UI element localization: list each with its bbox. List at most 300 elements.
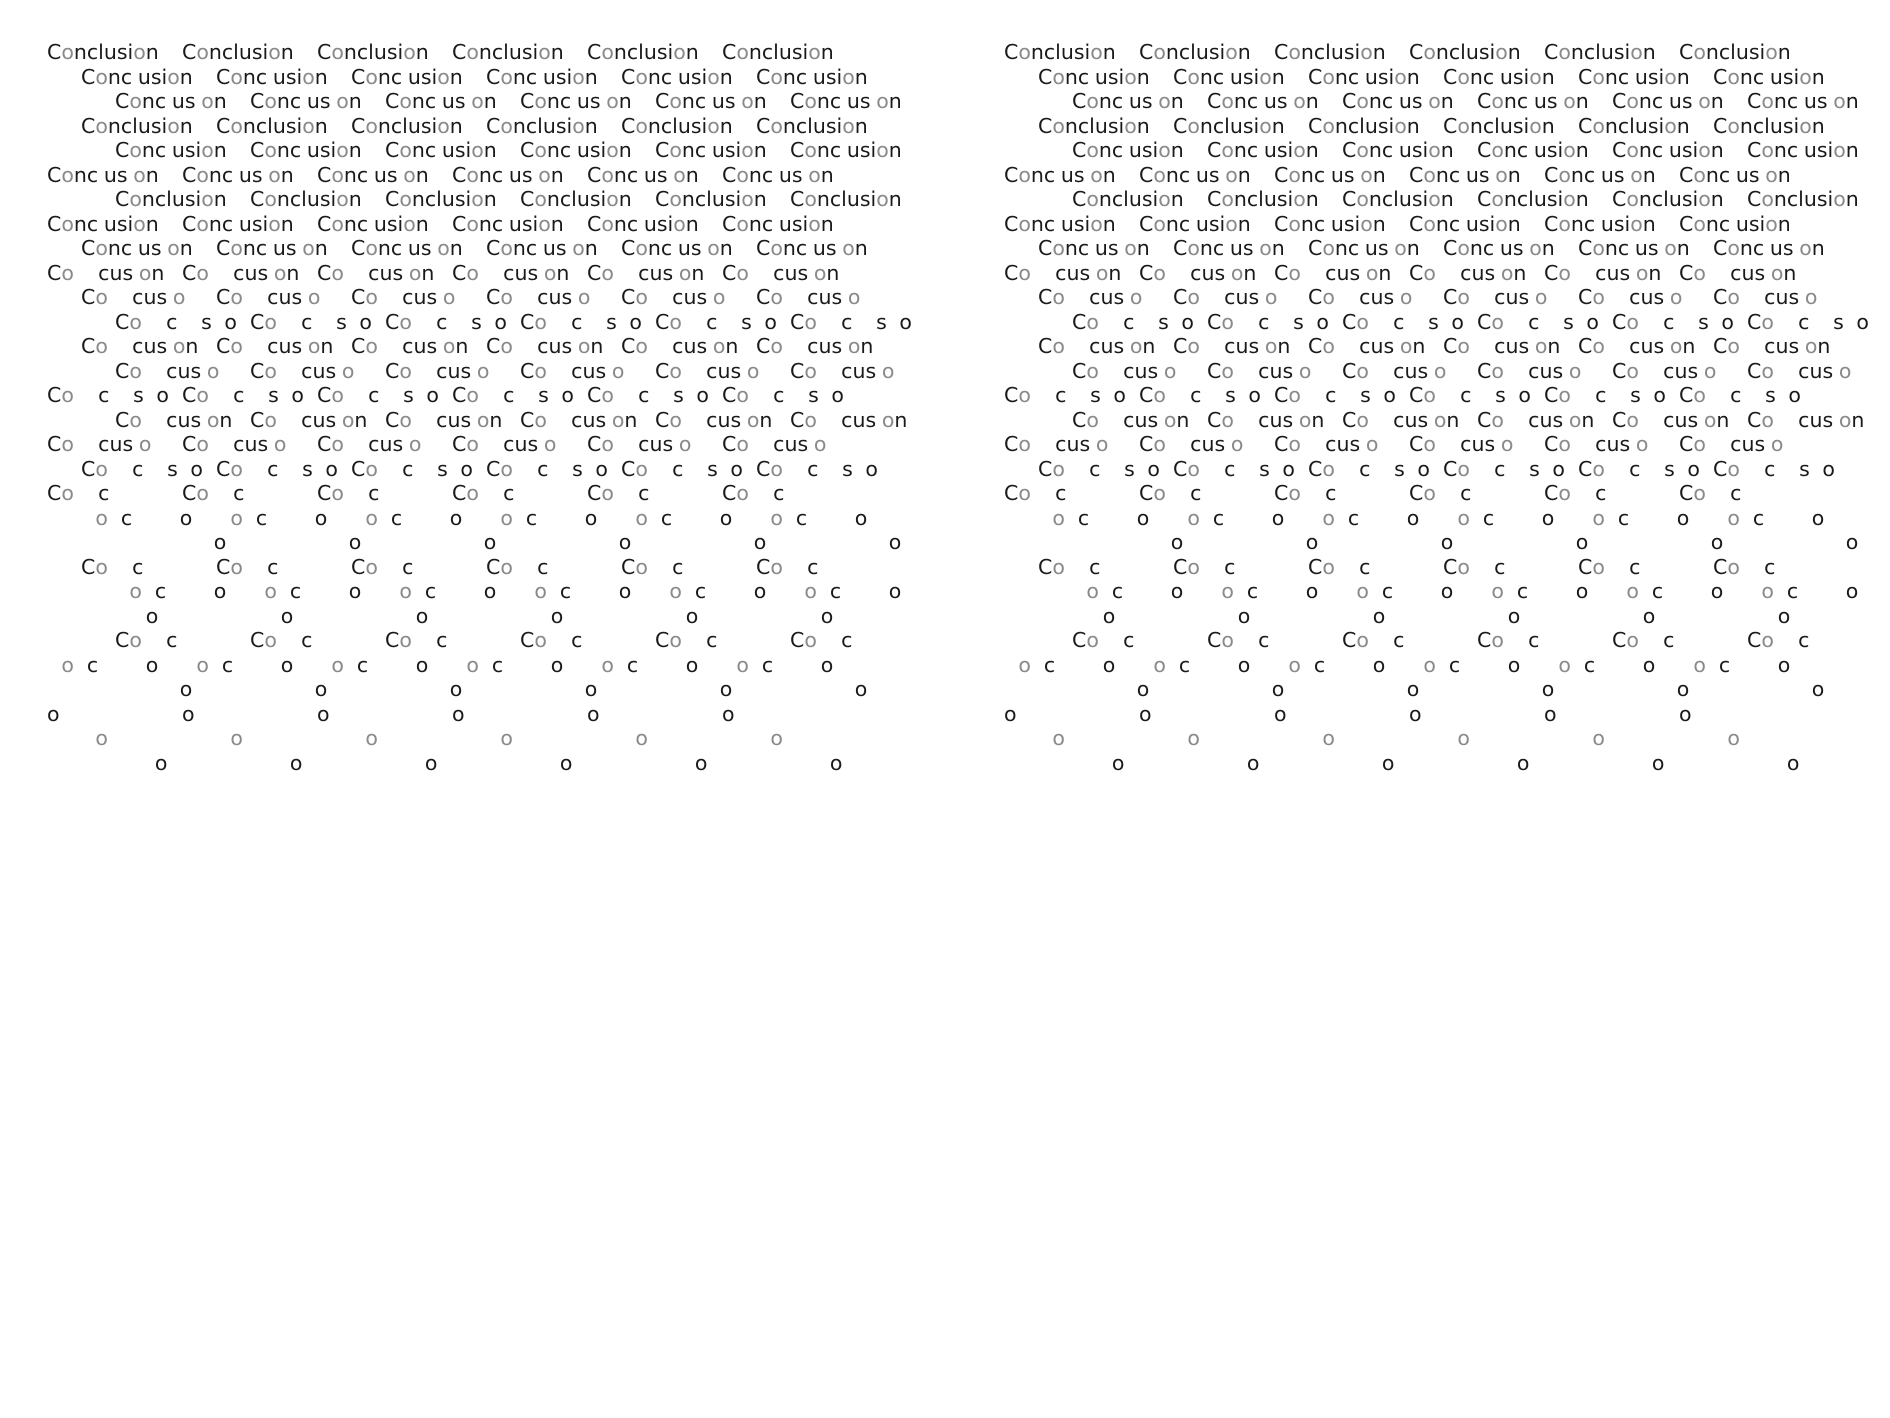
- pattern-letter: [489, 628, 502, 652]
- pattern-letter: [520, 702, 531, 726]
- pattern-letter: o: [95, 113, 108, 138]
- pattern-letter: [1139, 604, 1153, 628]
- pattern-letter: [139, 481, 152, 505]
- pattern-letter: o: [635, 554, 648, 579]
- pattern-letter: o: [1086, 187, 1099, 211]
- pattern-letter: o: [336, 187, 349, 211]
- pattern-letter: [151, 432, 164, 456]
- pattern-letter: n: [107, 113, 121, 138]
- pattern-letter: n: [1739, 64, 1753, 89]
- pattern-letter: o: [1086, 138, 1099, 162]
- pattern-letter: n: [208, 162, 222, 187]
- pattern-letter: n: [1064, 113, 1078, 138]
- pattern-letter: [1029, 702, 1042, 726]
- pattern-letter: l: [773, 40, 779, 64]
- pattern-letter: [1124, 506, 1137, 530]
- pattern-letter: o: [213, 579, 227, 603]
- pattern-letter: c: [537, 456, 549, 481]
- pattern-letter: [315, 726, 328, 750]
- pattern-letter: [425, 628, 436, 652]
- pattern-word: [317, 163, 429, 187]
- pattern-letter: i: [802, 40, 809, 64]
- pattern-letter: s: [1478, 40, 1490, 64]
- pattern-letter: l: [638, 40, 644, 64]
- pattern-letter: [379, 481, 392, 505]
- pattern-letter: [1783, 481, 1796, 505]
- pattern-letter: o: [1575, 579, 1589, 603]
- pattern-letter: o: [1264, 285, 1278, 309]
- pattern-letter: [1369, 359, 1382, 383]
- pattern-word: [1173, 285, 1290, 309]
- pattern-letter: [1134, 310, 1147, 334]
- pattern-letter: [81, 677, 95, 701]
- pattern-letter: C: [655, 89, 670, 113]
- pattern-letter: c: [1212, 236, 1225, 260]
- pattern-letter: [817, 408, 830, 432]
- pattern-letter: o: [534, 628, 547, 652]
- pattern-letter: [756, 506, 770, 530]
- pattern-letter: [414, 702, 427, 726]
- pattern-letter: [185, 579, 196, 603]
- pattern-letter: c: [537, 285, 549, 309]
- pattern-letter: c: [1258, 628, 1270, 652]
- pattern-letter: [1166, 432, 1179, 456]
- pattern-letter: c: [120, 64, 133, 89]
- pattern-letter: [514, 481, 527, 505]
- pattern-letter: o: [1676, 677, 1690, 701]
- pattern-letter: c: [1663, 407, 1675, 432]
- pattern-letter: [1719, 383, 1730, 407]
- pattern-letter: l: [1325, 40, 1331, 64]
- pattern-letter: [1787, 359, 1798, 383]
- pattern-letter: [1221, 530, 1234, 554]
- pattern-letter: C: [81, 113, 96, 138]
- pattern-letter: c: [1325, 481, 1337, 505]
- pattern-letter: o: [595, 456, 608, 481]
- pattern-letter: c: [1583, 211, 1596, 236]
- pattern-letter: [861, 751, 872, 775]
- pattern-letter: [1200, 726, 1213, 750]
- pattern-letter: [243, 457, 256, 481]
- pattern-word: [1308, 677, 1419, 701]
- pattern-word: [1713, 65, 1825, 89]
- pattern-letter: s: [156, 334, 168, 358]
- pattern-letter: [587, 653, 601, 677]
- pattern-letter: c: [1663, 358, 1675, 383]
- pattern-letter: [1365, 726, 1378, 750]
- pattern-letter: [320, 530, 331, 554]
- pattern-letter: c: [1448, 40, 1461, 64]
- pattern-letter: C: [1207, 358, 1222, 383]
- pattern-letter: n: [179, 64, 193, 89]
- pattern-letter: [500, 677, 513, 701]
- pattern-letter: o: [1170, 579, 1184, 603]
- pattern-letter: c: [1089, 334, 1101, 358]
- pattern-letter: n: [348, 89, 362, 113]
- pattern-letter: [1394, 506, 1407, 530]
- pattern-letter: o: [1833, 89, 1846, 113]
- pattern-word: [317, 604, 428, 628]
- pattern-letter: [695, 310, 706, 334]
- pattern-letter: [1031, 383, 1044, 407]
- pattern-letter: o: [1507, 603, 1521, 628]
- pattern-letter: o: [1052, 64, 1065, 89]
- pattern-word: [1679, 604, 1790, 628]
- pattern-letter: C: [47, 432, 62, 456]
- pattern-letter: o: [606, 89, 619, 113]
- pattern-letter: n: [719, 236, 733, 260]
- pattern-letter: [385, 579, 399, 603]
- pattern-letter: o: [1491, 187, 1504, 211]
- pattern-letter: u: [171, 187, 185, 211]
- pattern-letter: u: [413, 334, 427, 358]
- pattern-letter: u: [103, 162, 117, 187]
- pattern-letter: c: [1347, 505, 1360, 530]
- pattern-letter: [1471, 383, 1484, 407]
- pattern-letter: [1648, 677, 1659, 701]
- pattern-letter: C: [317, 211, 332, 236]
- pattern-letter: [1394, 677, 1407, 701]
- pattern-letter: [1065, 555, 1078, 579]
- pattern-letter: u: [1606, 432, 1620, 456]
- pattern-letter: s: [156, 285, 168, 309]
- pattern-letter: s: [184, 138, 196, 162]
- pattern-letter: [762, 604, 773, 628]
- pattern-letter: c: [132, 456, 144, 481]
- pattern-letter: o: [1703, 358, 1717, 383]
- pattern-letter: o: [268, 40, 281, 64]
- pattern-letter: u: [137, 64, 151, 89]
- pattern-letter: [347, 310, 360, 334]
- pattern-letter: [142, 530, 155, 554]
- pattern-letter: o: [1544, 701, 1557, 726]
- pattern-letter: n: [753, 138, 767, 162]
- pattern-letter: [1719, 481, 1730, 505]
- pattern-letter: [1771, 481, 1784, 505]
- pattern-letter: o: [1541, 505, 1555, 530]
- pattern-letter: [713, 555, 726, 579]
- pattern-word: [722, 481, 839, 505]
- pattern-letter: s: [1748, 211, 1760, 236]
- pattern-letter: [749, 261, 762, 285]
- pattern-letter: o: [1491, 309, 1504, 334]
- pattern-letter: n: [685, 211, 699, 236]
- pattern-letter: u: [1674, 407, 1688, 432]
- pattern-letter: n: [483, 187, 497, 211]
- pattern-letter: c: [660, 505, 673, 530]
- pattern-letter: u: [379, 260, 393, 285]
- pattern-letter: [1179, 261, 1190, 285]
- pattern-letter: o: [1765, 162, 1778, 187]
- pattern-letter: c: [694, 89, 707, 113]
- pattern-letter: [1166, 653, 1179, 677]
- pattern-letter: [673, 604, 686, 628]
- pattern-letter: [1571, 261, 1584, 285]
- pattern-letter: o: [1770, 260, 1784, 285]
- pattern-letter: [1547, 530, 1558, 554]
- pattern-letter: c: [1651, 89, 1664, 113]
- pattern-letter: [437, 677, 450, 701]
- pattern-letter: C: [1477, 407, 1492, 432]
- pattern-letter: o: [1679, 701, 1692, 726]
- pattern-letter: [691, 432, 704, 456]
- pattern-letter: n: [1334, 113, 1348, 138]
- pattern-letter: [1513, 726, 1524, 750]
- pattern-letter: [1479, 604, 1490, 628]
- pattern-letter: [1700, 751, 1713, 775]
- pattern-letter: c: [1055, 383, 1067, 407]
- pattern-letter: n: [411, 187, 425, 211]
- pattern-letter: n: [377, 113, 391, 138]
- pattern-letter: c: [1629, 285, 1641, 309]
- pattern-letter: o: [1086, 628, 1099, 652]
- pattern-letter: [1099, 530, 1112, 554]
- pattern-letter: [479, 604, 492, 628]
- pattern-letter: o: [1440, 530, 1454, 554]
- pattern-letter: u: [1235, 285, 1249, 309]
- pattern-letter: n: [1271, 113, 1285, 138]
- pattern-letter: [1652, 359, 1663, 383]
- pattern-letter: [1652, 310, 1663, 334]
- pattern-letter: u: [818, 285, 832, 309]
- pattern-letter: c: [301, 407, 313, 432]
- pattern-letter: [696, 555, 707, 579]
- pattern-letter: n: [888, 187, 902, 211]
- pattern-letter: C: [351, 113, 366, 138]
- pattern-word: [317, 261, 434, 285]
- pattern-letter: C: [722, 481, 737, 505]
- pattern-letter: C: [115, 358, 130, 383]
- pattern-letter: s: [1619, 260, 1631, 285]
- pattern-letter: C: [486, 113, 501, 138]
- pattern-letter: [1166, 261, 1179, 285]
- pattern-letter: [421, 481, 434, 505]
- pattern-letter: o: [804, 89, 817, 113]
- pattern-letter: o: [61, 162, 74, 187]
- pattern-letter: [1179, 383, 1190, 407]
- pattern-letter: [387, 653, 398, 677]
- pattern-letter: [1774, 408, 1787, 432]
- pattern-letter: u: [1741, 432, 1755, 456]
- pattern-letter: [1449, 261, 1460, 285]
- pattern-letter: u: [1539, 407, 1553, 432]
- pattern-word: [385, 530, 496, 554]
- pattern-letter: n: [1030, 162, 1044, 187]
- pattern-letter: n: [1237, 162, 1251, 187]
- pattern-letter: n: [145, 211, 159, 236]
- pattern-letter: u: [137, 236, 151, 260]
- pattern-letter: C: [317, 481, 332, 505]
- pattern-letter: i: [262, 211, 269, 236]
- pattern-letter: o: [500, 726, 513, 750]
- pattern-letter: [252, 604, 263, 628]
- pattern-letter: o: [172, 285, 186, 309]
- pattern-word: [1612, 408, 1729, 432]
- pattern-letter: [138, 506, 151, 530]
- pattern-letter: s: [662, 260, 674, 285]
- pattern-letter: [1207, 530, 1221, 554]
- pattern-letter: c: [1111, 579, 1124, 603]
- pattern-letter: [291, 457, 302, 481]
- pattern-letter: [1348, 457, 1359, 481]
- pattern-letter: o: [341, 358, 355, 383]
- pattern-letter: o: [1170, 530, 1184, 554]
- pattern-letter: C: [587, 432, 602, 456]
- pattern-letter: [277, 579, 290, 603]
- pattern-letter: s: [690, 236, 702, 260]
- pattern-letter: o: [1500, 260, 1514, 285]
- pattern-letter: o: [842, 113, 855, 138]
- pattern-letter: [143, 457, 156, 481]
- pattern-word: [81, 555, 198, 579]
- pattern-letter: o: [804, 309, 817, 334]
- pattern-letter: c: [86, 652, 99, 677]
- pattern-letter: u: [542, 236, 556, 260]
- pattern-letter: o: [1727, 456, 1740, 481]
- pattern-letter: [392, 383, 403, 407]
- pattern-letter: [1176, 359, 1189, 383]
- pattern-letter: n: [1845, 187, 1859, 211]
- pattern-word: [182, 383, 304, 407]
- pattern-letter: o: [1592, 334, 1605, 358]
- pattern-word: [1274, 653, 1385, 677]
- pattern-letter: [1090, 653, 1103, 677]
- pattern-letter: s: [1653, 334, 1665, 358]
- pattern-letter: [1770, 506, 1783, 530]
- pattern-letter: [1335, 677, 1348, 701]
- pattern-letter: [290, 408, 301, 432]
- pattern-letter: [661, 555, 672, 579]
- pattern-letter: o: [1288, 432, 1301, 456]
- pattern-letter: c: [1494, 554, 1506, 579]
- pattern-letter: [222, 383, 233, 407]
- pattern-letter: C: [47, 481, 62, 505]
- pattern-letter: [1299, 628, 1312, 652]
- pattern-letter: s: [1208, 40, 1220, 64]
- pattern-letter: [243, 285, 256, 309]
- pattern-letter: [1535, 555, 1548, 579]
- pattern-letter: o: [500, 505, 513, 530]
- pattern-letter: n: [647, 236, 661, 260]
- pattern-letter: [707, 726, 720, 750]
- pattern-word: [81, 677, 192, 701]
- pattern-letter: o: [399, 309, 412, 334]
- pattern-letter: c: [98, 432, 110, 456]
- pattern-letter: o: [1761, 407, 1774, 432]
- pattern-word: [756, 726, 868, 750]
- pattern-letter: i: [1422, 138, 1429, 162]
- pattern-letter: o: [854, 677, 868, 701]
- pattern-letter: [95, 677, 108, 701]
- pattern-letter: [878, 751, 891, 775]
- pattern-letter: s: [1782, 236, 1794, 260]
- pattern-letter: o: [712, 285, 726, 309]
- pattern-letter: c: [795, 113, 808, 138]
- pattern-letter: C: [790, 138, 805, 162]
- pattern-letter: [1483, 285, 1494, 309]
- pattern-letter: n: [888, 138, 902, 162]
- pattern-letter: C: [1342, 407, 1357, 432]
- pattern-word: [1679, 163, 1791, 187]
- pattern-letter: s: [1259, 456, 1270, 481]
- pattern-letter: o: [1592, 236, 1605, 260]
- pattern-letter: [1565, 751, 1578, 775]
- pattern-letter: [492, 432, 503, 456]
- pattern-letter: [624, 628, 637, 652]
- pattern-word: [1274, 702, 1384, 726]
- pattern-letter: o: [273, 432, 287, 456]
- pattern-word: [1274, 604, 1385, 628]
- pattern-letter: [1483, 555, 1494, 579]
- pattern-letter: s: [201, 309, 212, 334]
- pattern-letter: [1382, 359, 1393, 383]
- pattern-letter: [278, 555, 291, 579]
- pattern-letter: c: [1617, 64, 1630, 89]
- pattern-letter: C: [1679, 162, 1694, 187]
- pattern-word: [1578, 285, 1695, 309]
- pattern-letter: s: [656, 162, 668, 187]
- pattern-letter: [209, 383, 222, 407]
- pattern-letter: s: [325, 358, 337, 383]
- pattern-letter: o: [572, 64, 585, 89]
- pattern-letter: o: [669, 628, 682, 652]
- pattern-letter: [624, 359, 637, 383]
- pattern-letter: o: [1669, 334, 1683, 358]
- pattern-letter: u: [1809, 407, 1823, 432]
- pattern-letter: [1833, 530, 1846, 554]
- pattern-letter: o: [888, 579, 902, 603]
- pattern-letter: c: [154, 187, 167, 211]
- pattern-letter: o: [1288, 162, 1301, 187]
- pattern-letter: [1740, 506, 1753, 530]
- pattern-letter: C: [1308, 113, 1323, 138]
- pattern-letter: n: [213, 138, 227, 162]
- pattern-letter: s: [1552, 407, 1564, 432]
- pattern-letter: [1839, 628, 1852, 652]
- pattern-letter: [783, 285, 796, 309]
- pattern-letter: c: [390, 505, 403, 530]
- pattern-letter: o: [1703, 407, 1717, 432]
- pattern-letter: s: [1349, 432, 1361, 456]
- pattern-letter: [1200, 506, 1213, 530]
- pattern-letter: o: [1799, 113, 1812, 138]
- pattern-letter: u: [1229, 236, 1243, 260]
- pattern-letter: c: [301, 358, 313, 383]
- pattern-word: [115, 628, 232, 652]
- pattern-letter: [1348, 555, 1359, 579]
- pattern-letter: [1099, 751, 1112, 775]
- pattern-letter: c: [233, 432, 245, 456]
- pattern-letter: o: [736, 162, 749, 187]
- pattern-letter: [452, 653, 466, 677]
- pattern-word: [1207, 187, 1319, 211]
- pattern-letter: [1471, 481, 1484, 505]
- pattern-letter: o: [1500, 432, 1514, 456]
- pattern-letter: o: [348, 579, 362, 603]
- pattern-letter: c: [1482, 113, 1495, 138]
- pattern-letter: o: [1282, 456, 1295, 481]
- pattern-letter: o: [1541, 677, 1555, 701]
- pattern-letter: n: [141, 138, 155, 162]
- pattern-letter: C: [1679, 383, 1694, 407]
- pattern-letter: C: [1038, 334, 1053, 358]
- pattern-letter: o: [1592, 554, 1605, 579]
- pattern-letter: o: [95, 456, 108, 481]
- pattern-letter: o: [1845, 530, 1859, 554]
- pattern-letter: [655, 579, 669, 603]
- pattern-letter: C: [1072, 89, 1087, 113]
- pattern-letter: s: [724, 89, 736, 113]
